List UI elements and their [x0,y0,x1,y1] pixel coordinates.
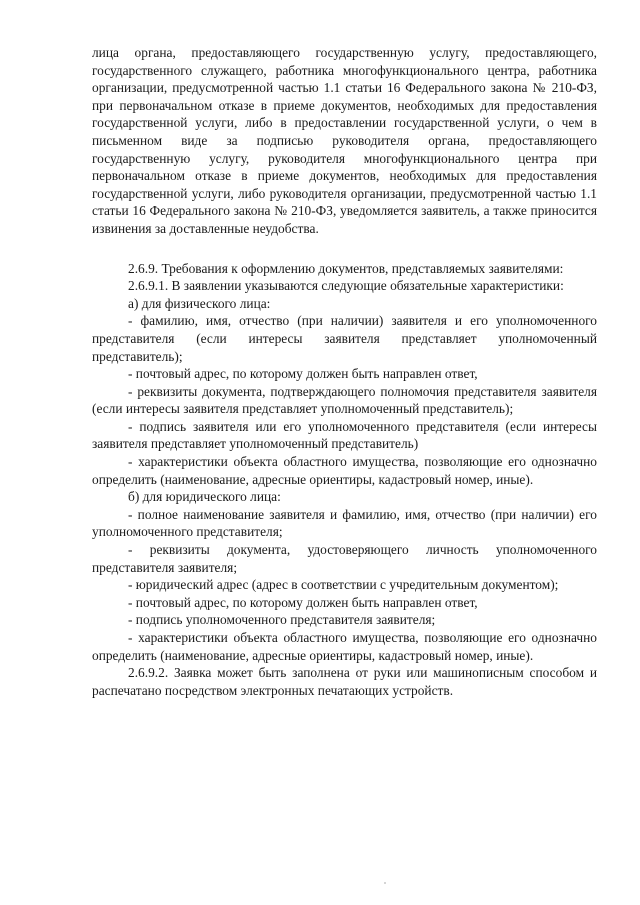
list-item: - характеристики объекта областного имущества, позволяющие его однозначно определить (наименование, адресные ориентиры, кадастровый номер, иные). [92,454,597,487]
document-body [92,44,597,699]
list-item: - почтовый адрес, по которому должен быть направлен ответ, [128,594,478,610]
subheading-individual: а) для физического лица: [128,295,271,311]
list-item: - реквизиты документа, подтверждающего полномочия представителя заявителя (если интересы заявителя представляет уполномоченный представитель); [92,383,597,417]
paragraph-continuation: лица органа, предоставляющего государственную услугу, предоставляющего, государственного служащего, работника многофункционального центра, работника организации, предусмотренной частью 1.1 статьи 16 Федерального закона № 210-ФЗ, при первоначальном отказе в приеме документов, необходимых для предоставления государственной услуги, либо в предоставлении государственной услуги, о чем в письменном виде за подписью руководителя органа, предоставляющего государственную услугу, руководителя многофункционального центра при первоначальном отказе в приеме документов, необходимых для предоставления государственной услуги, либо руководителя организации, предусмотренной частью 1.1 статьи 16 Федерального закона № 210-ФЗ, уведомляется заявитель, а также приносится извинения за доставленные неудобства. [92,45,597,236]
list-item: - почтовый адрес, по которому должен быть направлен ответ, [128,366,478,382]
list-item: - реквизиты документа, удостоверяющего личность уполномоченного представителя заявителя; [92,542,597,575]
section-2-6-9-2: 2.6.9.2. Заявка может быть заполнена от руки или машинописным способом и распечатано посредством электронных печатающих устройств. [92,665,597,698]
subheading-legal-entity: б) для юридического лица: [128,489,281,505]
section-heading-2-6-9: 2.6.9. Требования к оформлению документов, представляемых заявителями: [128,260,564,276]
list-item: - фамилию, имя, отчество (при наличии) заявителя и его уполномоченного представителя (если интересы заявителя представляет уполномоченный представитель); [92,313,597,364]
list-item: - юридический адрес (адрес в соответствии с учредительным документом); [128,577,559,593]
list-item: - полное наименование заявителя и фамилию, имя, отчество (при наличии) его уполномоченного представителя; [92,506,597,540]
list-item: - подпись уполномоченного представителя заявителя; [128,612,436,628]
section-2-6-9-1: 2.6.9.1. В заявлении указываются следующие обязательные характеристики: [128,278,564,294]
list-item: - подпись заявителя или его уполномоченного представителя (если интересы заявителя представляет уполномоченный представитель) [92,418,597,452]
list-item: - характеристики объекта областного имущества, позволяющие его однозначно определить (наименование, адресные ориентиры, кадастровый номер, иные). [92,630,597,663]
scan-speck [384,882,386,884]
